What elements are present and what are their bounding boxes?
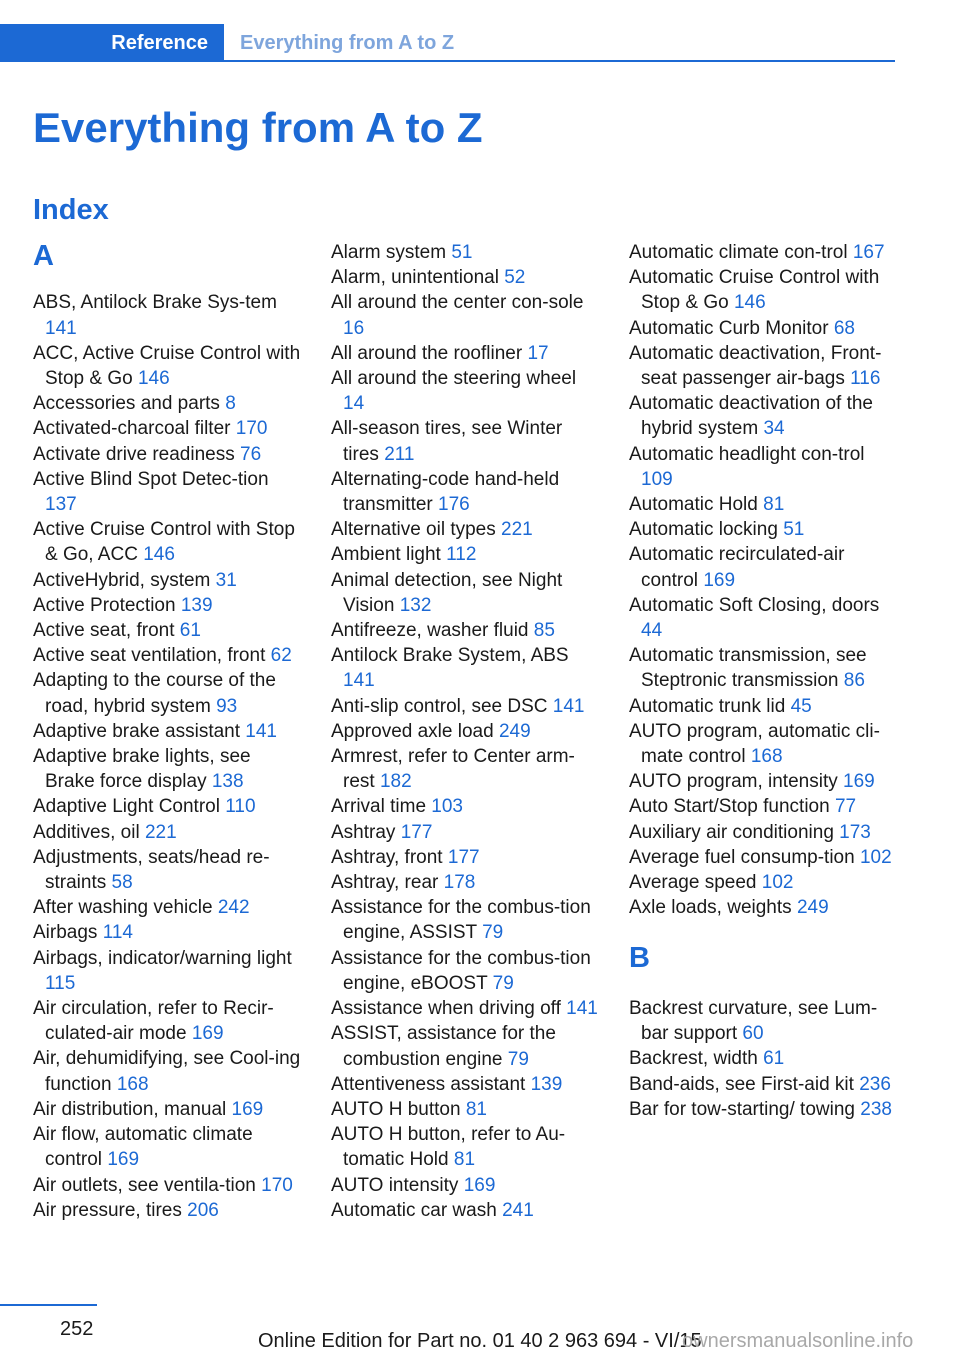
index-entry [331, 794, 601, 819]
index-entry [331, 366, 601, 416]
index-entry [33, 593, 303, 618]
page-reference-link[interactable]: 79 [507, 1048, 529, 1070]
index-entry [331, 568, 601, 618]
index-entry [629, 769, 897, 794]
index-entry [331, 1198, 601, 1223]
index-entry-text: Alternative oil types [331, 519, 496, 541]
page-reference-link[interactable]: 68 [833, 317, 855, 339]
index-entry [33, 996, 303, 1046]
index-entry-text: Activated-charcoal filter [33, 418, 231, 440]
index-entry-text: All around the steering wheel [331, 368, 577, 390]
index-entry [33, 744, 303, 794]
page-reference-link[interactable]: 137 [45, 494, 77, 516]
index-entry-text: Air outlets, see ventila-tion [33, 1174, 256, 1196]
page-reference-link[interactable]: 170 [261, 1174, 293, 1196]
header-rule [224, 60, 895, 62]
page-reference-link[interactable]: 139 [530, 1073, 563, 1095]
page-reference-link[interactable]: 61 [179, 620, 201, 642]
page-reference-link[interactable]: 139 [180, 594, 213, 616]
page-reference-link[interactable]: 168 [750, 746, 783, 768]
page-reference-link[interactable]: 58 [111, 872, 133, 894]
index-entry [331, 341, 601, 366]
index-entry [331, 467, 601, 517]
page-reference-link[interactable]: 173 [839, 821, 871, 843]
index-entry [33, 1173, 303, 1198]
page-reference-link[interactable]: 169 [843, 771, 875, 793]
page-reference-link[interactable]: 62 [270, 645, 292, 667]
index-entry-text: Automatic Soft Closing, doors [629, 594, 880, 616]
index-entry [331, 416, 601, 466]
index-entry [331, 265, 601, 290]
index-entry-text: AUTO intensity [331, 1174, 459, 1196]
watermark: ownersmanualsonline.info [682, 1330, 914, 1352]
index-column-3 [629, 240, 897, 1122]
index-entry [33, 1046, 303, 1096]
page-reference-link[interactable]: 34 [763, 418, 785, 440]
page-reference-link[interactable]: 31 [215, 569, 237, 591]
index-entry [331, 1097, 601, 1122]
index-entry-text: Approved axle load [331, 720, 494, 742]
index-entry [331, 542, 601, 567]
page-reference-link[interactable]: 169 [191, 1023, 224, 1045]
index-entry-text: Ashtray [331, 821, 396, 843]
index-entry [629, 895, 897, 920]
index-entry-text: Automatic Curb Monitor [629, 317, 829, 339]
index-entry-text: Arrival time [331, 796, 427, 818]
header-title: Everything from A to Z [240, 32, 455, 54]
index-entry [331, 1021, 601, 1071]
index-entry-text: Assistance for the combus-tion engine, ASSIST [331, 897, 591, 944]
index-entry-text: Automatic car wash [331, 1199, 497, 1221]
page-reference-link[interactable]: 141 [566, 998, 598, 1020]
page-reference-link[interactable]: 141 [343, 670, 375, 692]
index-entry-text: Active Protection [33, 594, 176, 616]
index-entry [33, 643, 303, 668]
page-reference-link[interactable]: 221 [501, 519, 533, 541]
page-reference-link[interactable]: 132 [399, 594, 432, 616]
index-entry-text: Air circulation, refer to Recir-culated-air mode [33, 998, 274, 1045]
page-reference-link[interactable]: 81 [763, 494, 785, 516]
page-reference-link[interactable]: 102 [859, 846, 892, 868]
page-reference-link[interactable]: 110 [225, 796, 256, 818]
index-entry [331, 290, 601, 340]
index-entry-text: Backrest curvature, see Lum-bar support [629, 998, 878, 1045]
page-reference-link[interactable]: 51 [783, 519, 805, 541]
page-reference-link[interactable]: 61 [763, 1048, 785, 1070]
index-entry [33, 920, 303, 945]
index-entry-text: Air, dehumidifying, see Cool-ing function [33, 1048, 301, 1095]
page-reference-link[interactable]: 177 [447, 846, 480, 868]
index-entry [33, 416, 303, 441]
index-entry [33, 820, 303, 845]
index-entry [629, 341, 897, 391]
page-reference-link[interactable]: 44 [641, 620, 663, 642]
index-column-2 [331, 240, 601, 1223]
index-entry-text: Automatic climate con-trol [629, 242, 848, 263]
page-reference-link[interactable]: 14 [343, 393, 365, 415]
index-entry [33, 794, 303, 819]
page-reference-link[interactable]: 211 [384, 443, 415, 465]
index-letter-heading: B [629, 941, 650, 974]
index-entry-text: ACC, Active Cruise Control with Stop & Go [33, 342, 301, 389]
index-entry-text: ASSIST, assistance for the combustion engine [331, 1023, 556, 1070]
page-reference-link[interactable]: 169 [231, 1098, 264, 1120]
index-entry-text: After washing vehicle [33, 897, 213, 919]
index-entry-text: Automatic locking [629, 519, 778, 541]
index-entry-text: Airbags [33, 922, 98, 944]
page-reference-link[interactable]: 146 [137, 368, 170, 389]
index-entry [33, 467, 303, 517]
index-entry-text: Ambient light [331, 544, 441, 566]
index-entry [33, 442, 303, 467]
index-entry-text: Auto Start/Stop function [629, 796, 830, 818]
index-entry-text: Average fuel consump-tion [629, 846, 855, 868]
index-entry [629, 1072, 897, 1097]
index-entry [331, 946, 601, 996]
index-entry-text: Air pressure, tires [33, 1199, 182, 1221]
index-entry [629, 794, 897, 819]
index-entry [33, 618, 303, 643]
page-reference-link[interactable]: 81 [465, 1098, 487, 1120]
page-reference-link[interactable]: 85 [533, 620, 555, 642]
index-entry-text: All around the center con-sole [331, 292, 584, 314]
page-reference-link[interactable]: 79 [492, 972, 514, 994]
page-reference-link[interactable]: 81 [453, 1149, 476, 1171]
page-reference-link[interactable]: 167 [852, 242, 885, 263]
index-entry [331, 643, 601, 693]
index-entry [33, 1122, 303, 1172]
index-entry [331, 744, 601, 794]
page-reference-link[interactable]: 170 [235, 418, 268, 440]
index-entry-text: Adaptive Light Control [33, 796, 220, 818]
index-entry-text: Activate drive readiness [33, 443, 235, 465]
page-reference-link[interactable]: 238 [860, 1098, 892, 1120]
index-entry-text: Anti-slip control, see DSC [331, 695, 548, 717]
index-entry-text: Armrest, refer to Center arm-rest [331, 746, 575, 793]
index-entry [33, 517, 303, 567]
page-reference-link[interactable]: 177 [400, 821, 433, 843]
page-reference-link[interactable]: 51 [451, 242, 473, 263]
page-reference-link[interactable]: 141 [245, 720, 277, 742]
index-entry-text: Alarm system [331, 242, 447, 263]
index-entry [331, 517, 601, 542]
index-entry [629, 517, 897, 542]
index-entry-text: Assistance when driving off [331, 998, 561, 1020]
index-entry-text: Accessories and parts [33, 393, 220, 415]
page-reference-link[interactable]: 146 [733, 292, 766, 314]
index-entry-text: Automatic deactivation of the hybrid system [629, 393, 873, 440]
index-entry [629, 996, 897, 1046]
page-reference-link[interactable]: 169 [463, 1174, 496, 1196]
page-reference-link[interactable]: 168 [116, 1073, 149, 1095]
page-reference-link[interactable]: 178 [443, 872, 476, 894]
index-entry-text: Axle loads, weights [629, 897, 792, 919]
page-number: 252 [60, 1318, 94, 1340]
page-reference-link[interactable]: 16 [343, 317, 365, 339]
page-reference-link[interactable]: 242 [217, 897, 250, 919]
index-entry [331, 870, 601, 895]
index-entry-text: Auxiliary air conditioning [629, 821, 834, 843]
index-entry-text: Automatic recirculated-air control [629, 544, 845, 591]
page-reference-link[interactable]: 76 [240, 443, 262, 465]
page-reference-link[interactable]: 141 [552, 695, 585, 717]
index-letter-heading: A [33, 240, 54, 272]
page-reference-link[interactable]: 102 [761, 872, 794, 894]
index-entry-text: Average speed [629, 872, 757, 894]
index-entry-text: Automatic transmission, see Steptronic transmission [629, 645, 867, 692]
index-entry [331, 820, 601, 845]
index-entry-text: Air distribution, manual [33, 1098, 227, 1120]
index-entry [331, 1072, 601, 1097]
index-entry-text: Automatic headlight con-trol [629, 443, 865, 465]
index-entry-text: Active seat, front [33, 620, 175, 642]
page-reference-link[interactable]: 17 [527, 342, 549, 364]
page-reference-link[interactable]: 206 [187, 1199, 219, 1221]
index-entry [33, 895, 303, 920]
index-entry-text: Alternating-code hand-held transmitter [331, 468, 560, 516]
index-entry-text: AUTO H button [331, 1098, 461, 1120]
index-entry [629, 820, 897, 845]
page-reference-link[interactable]: 236 [859, 1073, 891, 1095]
index-entry-text: Air flow, automatic climate control [33, 1124, 253, 1171]
index-entry-text: AUTO program, automatic cli-mate control [629, 720, 880, 768]
page-reference-link[interactable]: 8 [225, 393, 236, 415]
page-header [0, 24, 895, 62]
index-entry [331, 719, 601, 744]
index-entry [33, 946, 303, 996]
index-entry-text: Adaptive brake assistant [33, 720, 241, 742]
index-entry-text: Animal detection, see Night Vision [331, 569, 563, 616]
index-entry [33, 845, 303, 895]
page-reference-link[interactable]: 77 [834, 796, 857, 818]
index-entry-text: AUTO program, intensity [629, 771, 838, 793]
index-entry [629, 593, 897, 643]
index-entry [33, 341, 303, 391]
index-entry-text: All-season tires, see Winter tires [331, 418, 563, 465]
page-reference-link[interactable]: 109 [641, 468, 673, 490]
index-entry-text: Active seat ventilation, front [33, 645, 266, 667]
index-entry [331, 996, 601, 1021]
page-reference-link[interactable]: 45 [790, 695, 812, 717]
index-entry-text: Adaptive brake lights, see Brake force display [33, 746, 251, 793]
index-entry [33, 1097, 303, 1122]
index-entry [331, 895, 601, 945]
section-tab[interactable]: Reference [0, 24, 224, 62]
index-entry [629, 316, 897, 341]
index-entry-text: Automatic deactivation, Front-seat passenger air-bags [629, 342, 882, 390]
page-reference-link[interactable]: 116 [850, 368, 881, 390]
index-entry-text: AUTO H button, refer to Au-tomatic Hold [331, 1124, 566, 1171]
index-entry [629, 643, 897, 693]
index-entry-text: Active Blind Spot Detec-tion [33, 468, 269, 490]
index-entry [629, 719, 897, 769]
index-entry-text: Automatic trunk lid [629, 695, 786, 717]
edition-note: Online Edition for Part no. 01 40 2 963 694 - VI/15 [258, 1330, 702, 1352]
index-entry-text: Additives, oil [33, 821, 140, 843]
index-entry [629, 391, 897, 441]
index-entry-text: All around the roofliner [331, 342, 523, 364]
index-entry [629, 845, 897, 870]
page-reference-link[interactable]: 249 [796, 897, 829, 919]
page-reference-link[interactable]: 86 [843, 670, 865, 692]
page-reference-link[interactable]: 182 [379, 771, 412, 793]
index-entry-text: Ashtray, front [331, 846, 443, 868]
index-entry-text: Backrest, width [629, 1048, 758, 1070]
index-entry [33, 290, 303, 340]
index-entry [629, 492, 897, 517]
page-reference-link[interactable]: 79 [482, 922, 504, 944]
index-entry-text: Assistance for the combus-tion engine, eBOOST [331, 947, 591, 994]
index-entry [629, 265, 897, 315]
index-entry [629, 240, 897, 265]
page-reference-link[interactable]: 93 [216, 695, 238, 717]
index-entry [33, 391, 303, 416]
page-reference-link[interactable]: 103 [431, 796, 463, 818]
page-reference-link[interactable]: 176 [438, 494, 470, 516]
page-reference-link[interactable]: 52 [504, 267, 526, 289]
page-title: Everything from A to Z [33, 104, 483, 151]
page-reference-link[interactable]: 146 [143, 544, 175, 566]
index-entry-text: Attentiveness assistant [331, 1073, 526, 1095]
page-reference-link[interactable]: 169 [107, 1149, 140, 1171]
index-entry-text: Active Cruise Control with Stop & Go, ACC [33, 519, 295, 566]
index-entry [33, 668, 303, 718]
index-column-1 [33, 240, 303, 1223]
footer-rule [0, 1304, 97, 1306]
index-entry [33, 719, 303, 744]
index-entry [629, 870, 897, 895]
page-reference-link[interactable]: 60 [742, 1023, 764, 1045]
index-entry-text: Adjustments, seats/head re-straints [33, 846, 270, 894]
page-reference-link[interactable]: 249 [498, 720, 531, 742]
page-reference-link[interactable]: 241 [502, 1199, 534, 1221]
index-entry-text: ABS, Antilock Brake Sys-tem [33, 292, 277, 314]
index-entry-text: Ashtray, rear [331, 872, 439, 894]
page-reference-link[interactable]: 115 [45, 972, 76, 994]
index-entry-text: ActiveHybrid, system [33, 569, 211, 591]
index-entry [33, 1198, 303, 1223]
index-entry [331, 845, 601, 870]
index-entry-text: Adapting to the course of the road, hybrid system [33, 670, 276, 717]
index-entry [629, 1097, 897, 1122]
index-entry-text: Automatic Hold [629, 494, 758, 516]
index-entry-text: Airbags, indicator/warning light [33, 947, 292, 969]
index-entry [331, 694, 601, 719]
index-entry-text: Automatic Cruise Control with Stop & Go [629, 267, 880, 314]
page-reference-link[interactable]: 138 [211, 771, 244, 793]
index-entry [629, 442, 897, 492]
index-entry-text: Antilock Brake System, ABS [331, 645, 569, 667]
index-entry [331, 618, 601, 643]
index-entry [331, 1122, 601, 1172]
index-entry-text: Antifreeze, washer fluid [331, 620, 529, 642]
index-entry [629, 694, 897, 719]
index-entry-text: Bar for tow-starting/ towing [629, 1098, 855, 1120]
page-subtitle: Index [33, 194, 109, 226]
page-reference-link[interactable]: 141 [45, 317, 77, 339]
index-entry [331, 240, 601, 265]
page-reference-link[interactable]: 169 [703, 569, 736, 591]
index-entry [33, 568, 303, 593]
index-entry-text: Band-aids, see First-aid kit [629, 1073, 854, 1095]
index-entry [629, 1046, 897, 1071]
page-reference-link[interactable]: 221 [144, 821, 177, 843]
page-reference-link[interactable]: 114 [102, 922, 133, 944]
index-entry [331, 1173, 601, 1198]
index-entry [629, 542, 897, 592]
index-entry-text: Alarm, unintentional [331, 267, 499, 289]
page-reference-link[interactable]: 112 [446, 544, 477, 566]
